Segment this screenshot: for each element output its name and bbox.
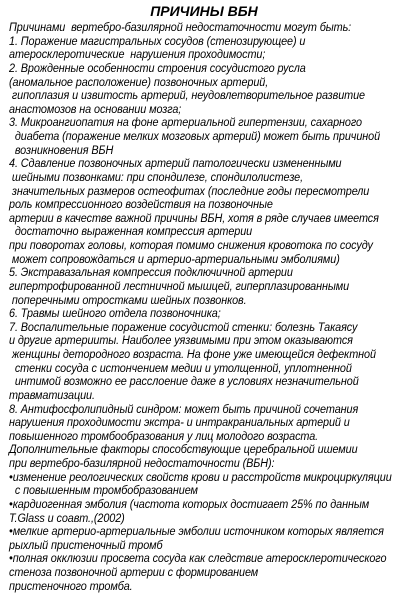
text-line: нарушения проходимости экстра- и интракраниальных артерий и bbox=[9, 415, 350, 430]
page-title: ПРИЧИНЫ ВБН bbox=[150, 3, 258, 19]
text-line: с повышенным тромбобразованием bbox=[9, 483, 198, 498]
text-line: •кардиогенная эмболия (частота которых достигает 25% по данным bbox=[9, 496, 370, 511]
text-line: 8. Антифосфолипидный синдром: может быть причиной сочетания bbox=[9, 401, 359, 416]
text-line: 5. Экстравазальная компрессия подключичной артерии bbox=[9, 265, 293, 280]
text-line: при поворотах головы, которая помимо снижения кровотока по сосуду bbox=[9, 238, 373, 252]
text-line: женщины детородного возраста. На фоне уже имеющейся дефектной bbox=[9, 347, 376, 361]
text-line: гипоплазия и извитость артерий, неудовлетворительное развитие bbox=[9, 88, 365, 103]
text-line: стенки сосуда с истончением медии и утолщенной, уплотненной bbox=[9, 360, 352, 375]
text-line: 6. Травмы шейного отдела позвоночника; bbox=[9, 306, 221, 321]
text-line: атеросклеротические нарушения проходимости; bbox=[9, 47, 266, 62]
text-line: может сопровождаться и артерио-артериальными эмболиями) bbox=[9, 251, 340, 266]
text-line: возникновения ВБН bbox=[9, 142, 114, 157]
text-line: T.Glass и соавт.,(2002) bbox=[9, 510, 125, 525]
text-line: и другие артерииты. Наиболее уязвимыми при этом оказываются bbox=[9, 333, 353, 348]
document-body bbox=[9, 21, 398, 593]
text-line: •изменение реологических свойств крови и расстройств микроциркуляции bbox=[9, 469, 392, 484]
text-line: Дополнительные факторы способствующие церебральной ишемии bbox=[9, 442, 358, 457]
text-line: интимой возможно ее расслоение даже в условиях незначительной bbox=[9, 374, 359, 389]
text-line: значительных размеров остеофитах (последние годы пересмотрели bbox=[9, 183, 370, 198]
text-line: роль компрессионного воздействия на позвоночные bbox=[9, 197, 273, 212]
text-line: достаточно выраженная компрессия артерии bbox=[9, 224, 253, 239]
text-line: Причинами вертебро-базилярной недостаточности могут быть: bbox=[9, 20, 352, 34]
text-line: 2. Врожденные особенности строения сосудистого русла bbox=[9, 60, 306, 75]
text-line: •полная окклюзии просвета сосуда как следствие атеросклеротического bbox=[9, 551, 387, 566]
text-line: стеноза позвоночной артерии с формированием bbox=[9, 565, 259, 579]
text-line: повышенного тромбообразования у лиц молодого возраста. bbox=[9, 428, 319, 443]
text-line: анастомозов на основании мозга; bbox=[9, 101, 182, 116]
text-line: гипертрофированной лестничной мышцей, гиперплазированными bbox=[9, 278, 350, 293]
text-line: 4. Сдавление позвоночных артерий патологически измененными bbox=[9, 156, 342, 171]
text-line: диабета (поражение мелких мозговых артерий) может быть причиной bbox=[9, 129, 381, 143]
text-line: •мелкие артерио-артериальные эмболии источником которых является bbox=[9, 524, 384, 539]
text-line: рыхлый пристеночный тромб bbox=[9, 537, 163, 552]
text-line: (аномальное расположение) позвоночных артерий, bbox=[9, 74, 269, 89]
text-line: 3. Микроангиопатия на фоне артериальной гипертензии, сахарного bbox=[9, 115, 362, 130]
text-line: артерии в качестве важной причины ВБН, хотя в ряде случаев имеется bbox=[9, 210, 379, 225]
text-line: поперечными отростками шейных позвонков. bbox=[9, 292, 247, 307]
text-line: 7. Воспалительные поражение сосудистой стенки: болезнь Такаясу bbox=[9, 319, 358, 334]
text-line: 1. Поражение магистральных сосудов (стенозирующее) и bbox=[9, 33, 306, 48]
text-line: при вертебро-базилярной недостаточности (ВБН): bbox=[9, 456, 275, 470]
text-line: шейными позвонками: при спондилезе, спондилолистезе, bbox=[9, 169, 304, 184]
text-line: травматизации. bbox=[9, 387, 95, 402]
text-line: пристеночного тромба. bbox=[9, 578, 133, 593]
